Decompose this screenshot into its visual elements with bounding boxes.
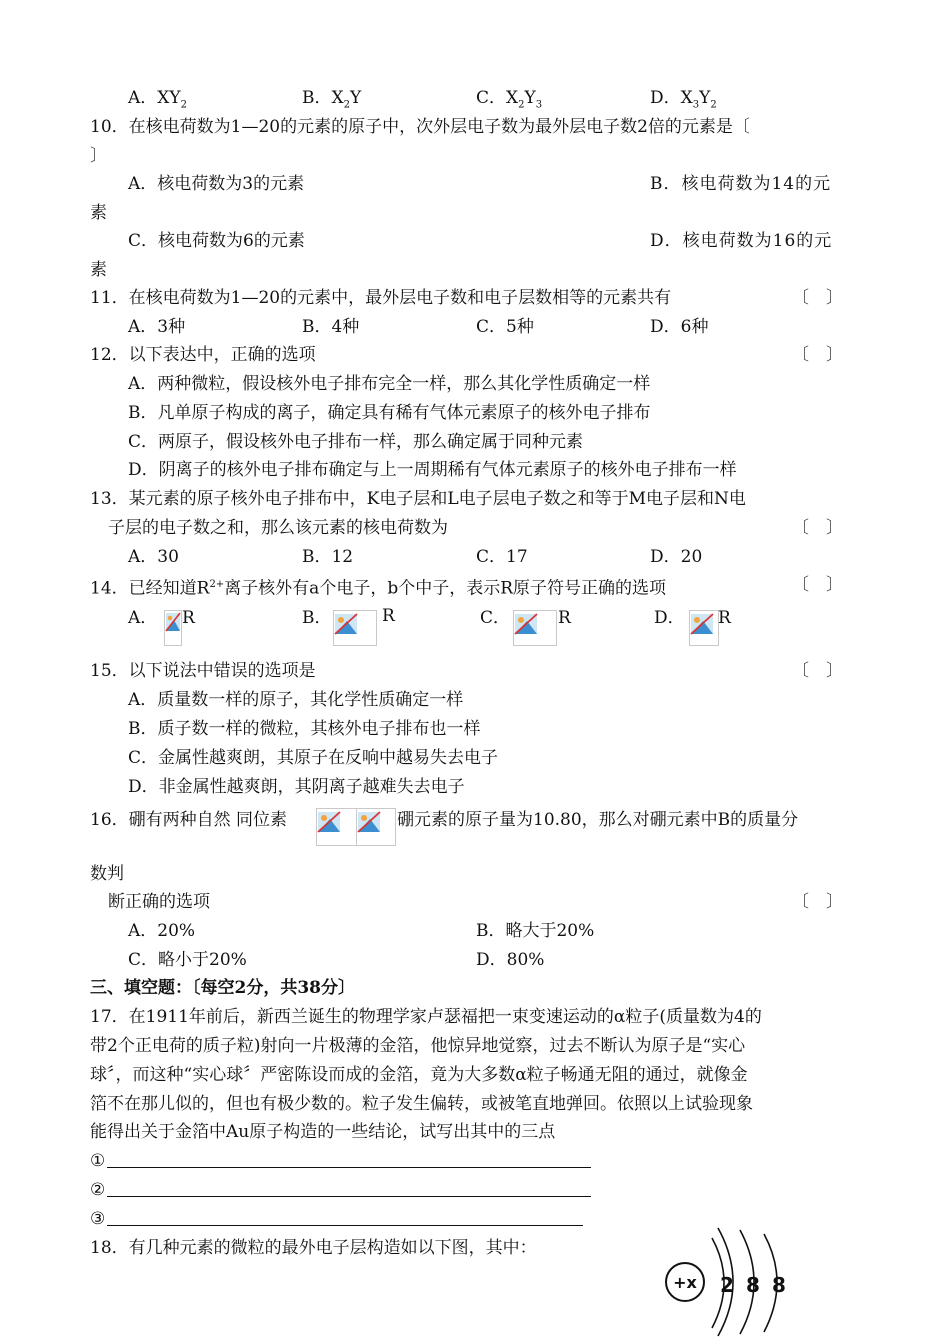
q13-option-a: A．30: [128, 547, 179, 567]
q14-option-b-symbol: R: [382, 606, 395, 626]
shell-1-count: 2: [720, 1273, 734, 1297]
q10-option-d-wrap: 素: [90, 260, 107, 280]
q17-answer-blank-2[interactable]: [107, 1196, 591, 1197]
q16-option-a: A．20%: [128, 921, 196, 941]
image-placeholder-icon: [513, 610, 557, 646]
q17-blank-marker-2: ②: [90, 1180, 106, 1200]
q17-blank-marker-1: ①: [90, 1151, 106, 1171]
image-placeholder-icon: [356, 808, 396, 846]
q13-option-c: C．17: [476, 547, 528, 567]
q9-option-b: B．$X_2Y$: [302, 88, 362, 111]
q14-option-b-label: B．: [302, 608, 332, 628]
q13-option-b: B．12: [302, 547, 354, 567]
q16-stem-wrap1: 数判: [90, 864, 124, 884]
q15-answer-paren: 〔 〕: [792, 661, 843, 681]
q16-option-b: B．略大于20%: [476, 921, 595, 941]
q14-option-d-label: D．: [654, 608, 685, 628]
q11-stem: 11．在核电荷数为1—20的元素中，最外层电子数和电子层数相等的元素共有: [90, 288, 672, 308]
q9-option-c: C．$X_2Y_3$: [476, 88, 543, 111]
q10-stem: 10．在核电荷数为1—20的元素的原子中，次外层电子数为最外层电子数2倍的元素是〔: [90, 117, 750, 137]
q17-answer-blank-3[interactable]: [107, 1225, 583, 1226]
q12-option-d: D．阴离子的核外电子排布确定与上一周期稀有气体元素原子的核外电子排布一样: [128, 460, 737, 480]
q12-option-b: B．凡单原子构成的离子，确定具有稀有气体元素原子的核外电子排布: [128, 403, 651, 423]
q14-stem: 14．已经知道$R^{2+}$离子核外有a个电子，b个中子，表示R原子符号正确的选项: [90, 578, 667, 599]
q14-option-d-symbol: R: [718, 608, 731, 628]
q14-answer-paren: 〔 〕: [792, 575, 843, 595]
q10-option-d: D．核电荷数为16的元: [650, 231, 833, 251]
q10-option-b: B．核电荷数为14的元: [650, 174, 832, 194]
q10-option-a: A．核电荷数为3的元素: [128, 174, 305, 194]
q11-option-b: B．4种: [302, 317, 360, 337]
q14-option-c-symbol: R: [558, 608, 571, 628]
q12-answer-paren: 〔 〕: [792, 345, 843, 365]
q12-option-c: C．两原子，假设核外电子排布一样，那么确定属于同种元素: [128, 432, 584, 452]
q13-answer-paren: 〔 〕: [792, 518, 843, 538]
image-placeholder-icon: [689, 610, 719, 646]
q11-option-d: D．6种: [650, 317, 709, 337]
q11-option-a: A．3种: [128, 317, 186, 337]
q13-stem-line2: 子层的电子数之和，那么该元素的核电荷数为: [108, 518, 448, 538]
q15-option-b: B．质子数一样的微粒，其核外电子排布也一样: [128, 719, 481, 739]
image-placeholder-icon: [333, 610, 377, 646]
q16-option-d: D．80%: [476, 950, 545, 970]
q15-option-a: A．质量数一样的原子，其化学性质确定一样: [128, 690, 464, 710]
q17-line3: 球〞，而这种“实心球〞严密陈设而成的金箔，竟为大多数α粒子畅通无阻的通过，就像金: [90, 1065, 748, 1085]
q9-option-a: A．$XY_2$: [128, 88, 187, 111]
q10-option-c: C．核电荷数为6的元素: [128, 231, 305, 251]
q17-line2: 带2个正电荷的质子粒)射向一片极薄的金箔，他惊异地觉察，过去不断认为原子是“实心: [90, 1036, 746, 1056]
image-placeholder-icon: [316, 808, 358, 846]
q14-option-a-symbol: R: [182, 608, 195, 628]
q16-stem-wrap2: 断正确的选项: [108, 892, 210, 912]
q14-option-c-label: C．: [480, 608, 511, 628]
q13-stem-line1: 13．某元素的原子核外电子排布中，K电子层和L电子层电子数之和等于M电子层和N电: [90, 489, 746, 509]
q16-answer-paren: 〔 〕: [792, 892, 843, 912]
q17-answer-blank-1[interactable]: [107, 1167, 591, 1168]
q10-stem-end: 〕: [90, 146, 107, 166]
shell-2-count: 8: [746, 1273, 760, 1297]
shell-3-count: 8: [772, 1273, 786, 1297]
q11-answer-paren: 〔 〕: [792, 288, 843, 308]
q16-stem-post: 硼元素的原子量为10.80，那么对硼元素中B的质量分: [397, 810, 799, 830]
q17-line4: 箔不在那儿似的，但也有极少数的。粒子发生偏转，或被笔直地弹回。依照以上试验现象: [90, 1094, 753, 1114]
q17-blank-marker-3: ③: [90, 1209, 106, 1229]
q17-line1: 17．在1911年前后，新西兰诞生的物理学家卢瑟福把一束变速运动的α粒子(质量数为4的: [90, 1007, 762, 1027]
q16-stem-pre: 16．硼有两种自然 同位素: [90, 810, 288, 830]
q12-stem: 12．以下表达中，正确的选项: [90, 345, 316, 365]
q15-option-d: D．非金属性越爽朗，其阴离子越难失去电子: [128, 777, 465, 797]
section-heading: 三、填空题：〔每空2分，共38分〕: [90, 978, 355, 998]
atomic-structure-diagram: [660, 1220, 800, 1338]
q10-option-b-wrap: 素: [90, 203, 107, 223]
image-placeholder-icon: [164, 610, 182, 646]
q15-stem: 15．以下说法中错误的选项是: [90, 661, 316, 681]
q14-option-a-label: A．: [128, 608, 158, 628]
q18-stem: 18．有几种元素的微粒的最外电子层构造如以下图，其中：: [90, 1238, 537, 1258]
q16-option-c: C．略小于20%: [128, 950, 247, 970]
q17-line5: 能得出关于金箔中Au原子构造的一些结论，试写出其中的三点: [90, 1122, 556, 1142]
nucleus-charge-label: +x: [673, 1273, 697, 1292]
q9-option-d: D．$X_3Y_2$: [650, 88, 717, 111]
q12-option-a: A．两种微粒，假设核外电子排布完全一样，那么其化学性质确定一样: [128, 374, 651, 394]
q15-option-c: C．金属性越爽朗，其原子在反响中越易失去电子: [128, 748, 499, 768]
q13-option-d: D．20: [650, 547, 703, 567]
q11-option-c: C．5种: [476, 317, 534, 337]
